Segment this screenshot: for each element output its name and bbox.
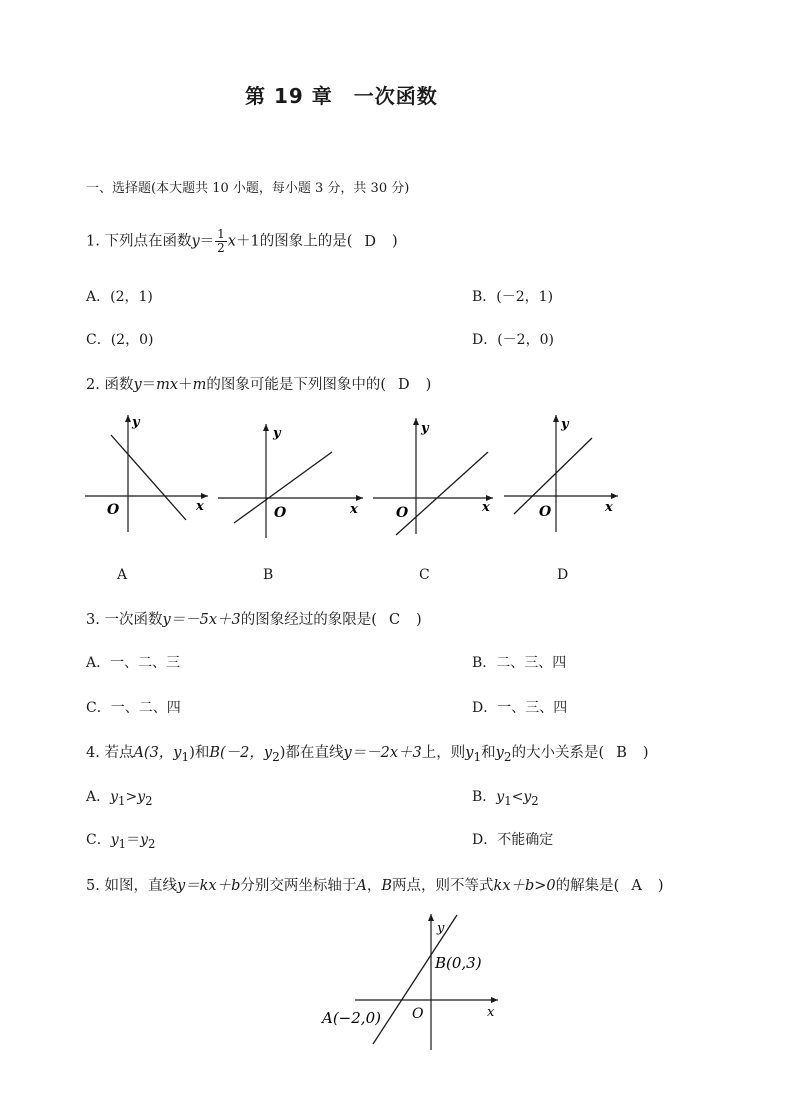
q4-option-a xyxy=(86,786,153,808)
q4-b-op: < xyxy=(511,789,524,805)
q1-option-d: D．(－2，0) xyxy=(472,332,554,348)
q2-prefix: 函数 xyxy=(104,377,134,393)
graph-d-line xyxy=(514,438,592,514)
q4-b-sub1: 1 xyxy=(504,793,512,808)
q4-option-d: D．不能确定 xyxy=(472,832,554,848)
graph-b-origin: O xyxy=(274,505,287,521)
question-5 xyxy=(86,874,663,895)
section-header: 一、选择题(本大题共 10 小题，每小题 3 分，共 30 分) xyxy=(86,181,410,196)
q3-prefix: 一次函数 xyxy=(104,612,163,628)
q4-a-right: y xyxy=(137,789,146,805)
q5-y-label: y xyxy=(437,921,445,936)
q4-line: y＝－2x＋3 xyxy=(343,745,422,761)
q4-a-sub1: 1 xyxy=(118,793,126,808)
q2-number: 2. xyxy=(86,377,100,393)
q5-inequality: kx＋b>0 xyxy=(493,878,556,894)
q3-option-c: C．一、二、四 xyxy=(86,700,181,716)
question-3 xyxy=(86,608,422,629)
graph-c-origin: O xyxy=(396,505,409,521)
q4-option-c xyxy=(86,829,155,851)
q4-y2: y xyxy=(495,745,504,761)
graph-d-x-label: x xyxy=(605,500,613,515)
q4-answer: B xyxy=(616,745,627,761)
q4-b-right: y xyxy=(523,789,532,805)
q4-text-a: 若点 xyxy=(104,745,134,761)
q5-number: 5. xyxy=(86,878,100,894)
q5-x-label: x xyxy=(487,1005,495,1020)
q4-text-b: )和 xyxy=(189,745,210,761)
q5-point-a-label: A(−2,0) xyxy=(322,1009,381,1027)
q1-var-x: x xyxy=(227,233,236,250)
q4-c-left: y xyxy=(110,832,119,848)
graph-b-x-label: x xyxy=(350,502,358,517)
question-2 xyxy=(86,373,431,394)
q4-a-sub2: 2 xyxy=(145,793,153,808)
q3-close: ) xyxy=(416,612,422,628)
q1-answer: D xyxy=(364,233,377,250)
q4-sub2: 2 xyxy=(272,749,280,764)
q2-graph-b xyxy=(218,424,363,538)
graph-d-origin: O xyxy=(539,504,552,520)
q1-option-c: C．(2，0) xyxy=(86,332,154,348)
q5-point-a: A xyxy=(356,878,367,894)
q1-equals: ＝ xyxy=(199,233,215,250)
q4-c-label: C． xyxy=(86,832,111,848)
q4-point-b: B(－2，y xyxy=(209,745,273,761)
q4-text-e: 和 xyxy=(481,745,496,761)
q2-graph-label-c: C xyxy=(419,567,430,583)
q2-suffix: 的图象可能是下列图象中的( xyxy=(206,377,386,393)
q2-graph-a xyxy=(85,415,208,532)
q5-text-b: 两点，则不等式 xyxy=(392,878,494,894)
q5-close: ) xyxy=(657,878,664,894)
q2-equals: ＝ xyxy=(141,377,157,393)
q1-option-a: A．(2，1) xyxy=(86,289,153,305)
q3-answer: C xyxy=(388,612,401,628)
q4-close: ) xyxy=(642,745,649,761)
q5-answer: A xyxy=(631,878,642,894)
q1-frac-num: 1 xyxy=(217,227,225,241)
q1-plus1: ＋1 xyxy=(235,233,260,250)
q2-var-m: m xyxy=(192,377,207,393)
graph-a-line xyxy=(111,435,186,520)
q5-point-b: B xyxy=(381,878,393,894)
q2-var-y: y xyxy=(133,377,142,393)
q5-text-c: 的解集是( xyxy=(555,878,620,894)
q4-c-sub2: 2 xyxy=(147,836,156,851)
q4-a-left: y xyxy=(110,789,119,805)
q3-option-b: B．二、三、四 xyxy=(472,655,567,671)
q3-suffix: 的图象经过的象限是( xyxy=(240,612,377,628)
q2-answer: D xyxy=(398,377,410,393)
q2-close: ) xyxy=(425,377,432,393)
q4-number: 4. xyxy=(86,745,100,761)
q2-graph-label-d: D xyxy=(557,567,569,583)
q1-close: ) xyxy=(392,233,398,250)
q2-graph-label-b: B xyxy=(263,567,274,583)
q4-option-b xyxy=(472,786,539,808)
q2-var-mx: mx xyxy=(156,377,179,393)
q5-prefix: 如图，直线 xyxy=(104,878,177,894)
q4-text-d: 上，则 xyxy=(421,745,466,761)
graph-b-y-label: y xyxy=(273,426,281,441)
q4-b-sub2: 2 xyxy=(531,793,539,808)
q1-suffix: 的图象上的是( xyxy=(259,233,353,250)
q4-c-sub1: 1 xyxy=(118,836,127,851)
graph-d-y-label: y xyxy=(561,417,569,432)
q4-y2-sub: 2 xyxy=(503,749,512,764)
graph-a-x-label: x xyxy=(196,499,204,514)
q4-point-a: A(3，y xyxy=(133,745,182,761)
q1-prefix: 下列点在函数 xyxy=(104,233,192,250)
q2-graph-c xyxy=(373,418,493,535)
graph-c-line xyxy=(396,452,488,535)
q5-origin: O xyxy=(412,1006,424,1022)
q1-option-b: B．(－2，1) xyxy=(472,289,554,305)
q5-point-b-label: B(0,3) xyxy=(435,954,482,972)
q4-c-right: y xyxy=(140,832,148,848)
q4-b-label: B． xyxy=(472,789,497,805)
q1-number: 1. xyxy=(86,233,100,250)
q1-fraction xyxy=(215,228,227,255)
q4-text-c: )都在直线 xyxy=(279,745,344,761)
q5-figure xyxy=(315,910,515,1055)
graph-c-y-label: y xyxy=(421,421,429,436)
question-4 xyxy=(86,741,649,764)
q3-number: 3. xyxy=(86,612,100,628)
q4-a-op: > xyxy=(125,789,138,805)
q4-y1-sub: 1 xyxy=(473,749,482,764)
q4-a-label: A． xyxy=(86,789,111,805)
q2-plus: ＋ xyxy=(178,377,193,393)
q3-option-d: D．一、三、四 xyxy=(472,700,568,716)
q1-var-y: y xyxy=(191,233,200,250)
question-1 xyxy=(86,228,398,255)
q3-option-a: A．一、二、三 xyxy=(86,655,181,671)
q2-graph-label-a: A xyxy=(117,567,128,583)
q4-y1: y xyxy=(465,745,474,761)
page-title: 第 19 章 一次函数 xyxy=(245,84,438,108)
q5-line: y＝kx＋b xyxy=(176,878,241,894)
q4-b-left: y xyxy=(496,789,505,805)
graph-c-x-label: x xyxy=(482,500,490,515)
q1-frac-den: 2 xyxy=(217,241,225,255)
q3-formula: y＝－5x＋3 xyxy=(162,612,241,628)
q4-c-op: ＝ xyxy=(126,832,141,848)
graph-a-y-label: y xyxy=(132,415,140,430)
q4-sub1: 1 xyxy=(181,749,190,764)
q5-line xyxy=(373,915,457,1044)
q2-graph-d xyxy=(504,415,618,532)
graph-a-origin: O xyxy=(107,502,120,518)
q2-graphs xyxy=(80,410,625,545)
q5-sep: ， xyxy=(366,878,382,894)
q4-text-f: 的大小关系是( xyxy=(511,745,605,761)
q5-text-a: 分别交两坐标轴于 xyxy=(240,878,357,894)
